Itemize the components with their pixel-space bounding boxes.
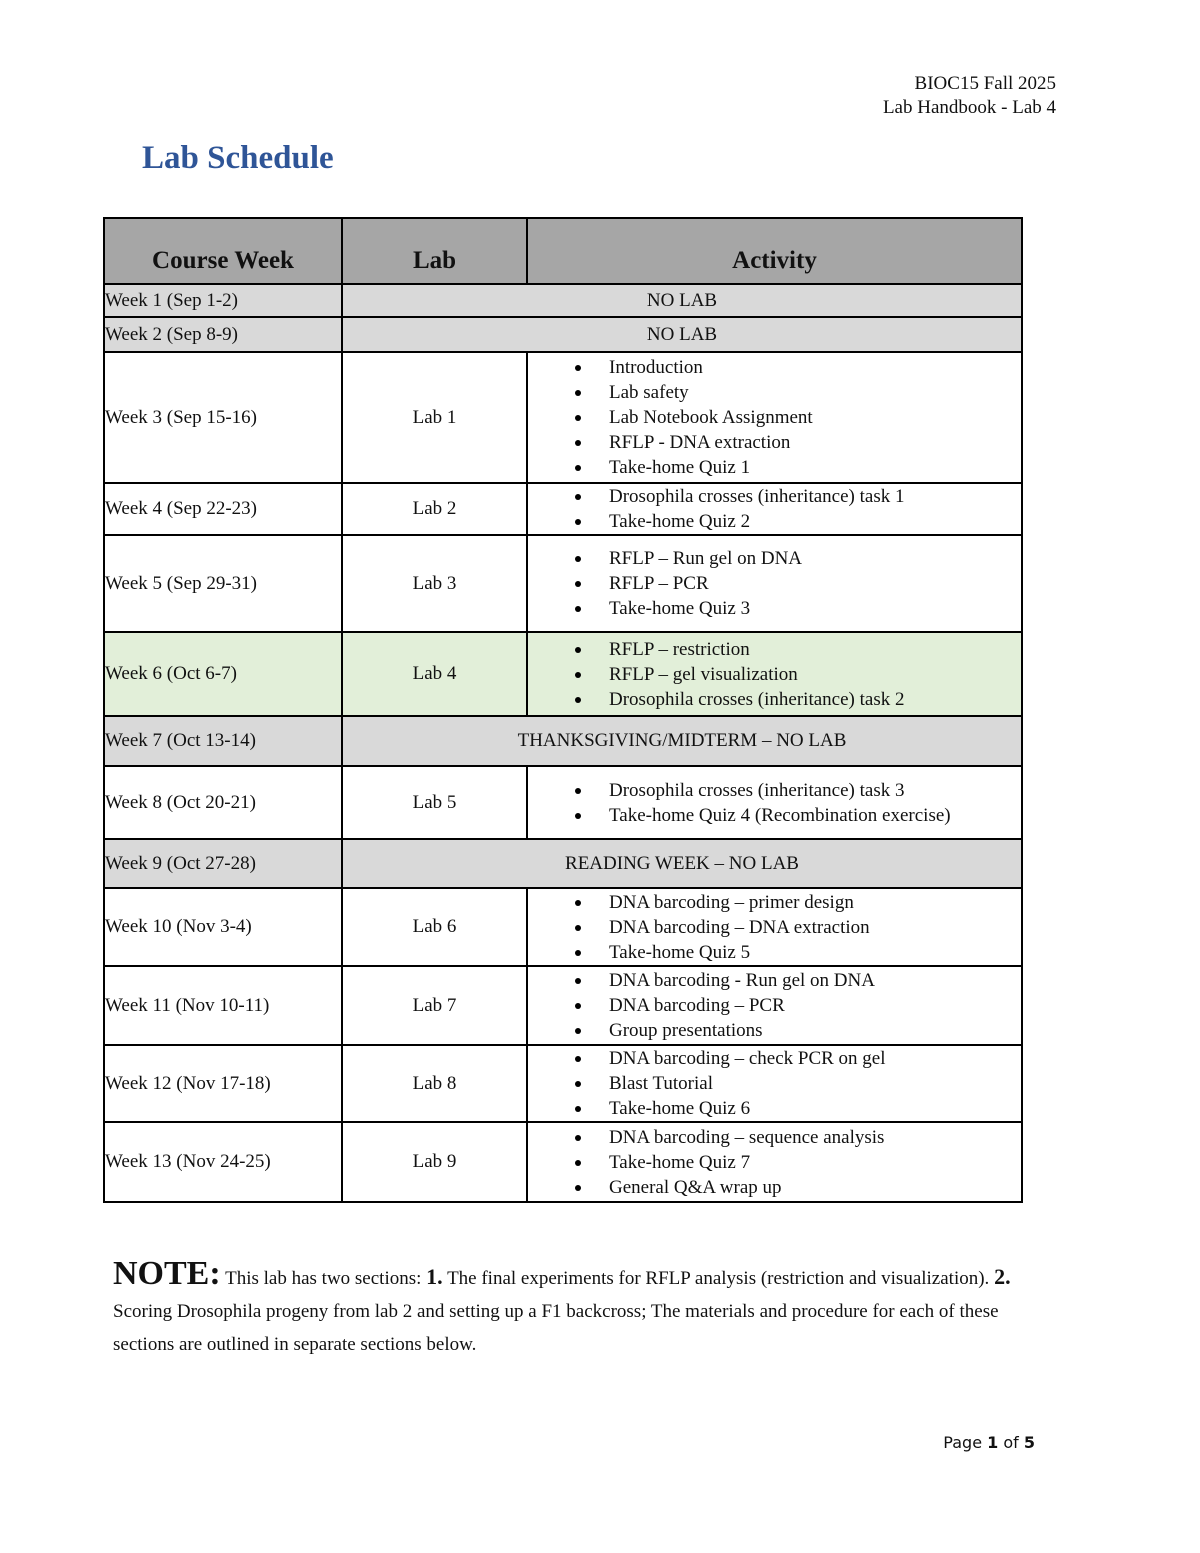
activity-list (528, 1125, 1021, 1200)
activity-item: Take-home Quiz 5 (528, 940, 1021, 965)
activity-item: Take-home Quiz 2 (528, 509, 1021, 534)
lab-cell: Lab 5 (342, 766, 527, 839)
course-week-cell: Week 11 (Nov 10-11) (104, 966, 342, 1045)
activity-list (528, 968, 1021, 1043)
activity-item: RFLP – Run gel on DNA (528, 546, 1021, 571)
activity-cell (527, 766, 1022, 839)
page-header (883, 72, 1056, 120)
activity-item: RFLP – PCR (528, 571, 1021, 596)
table-row (104, 632, 1022, 716)
course-label: BIOC15 Fall 2025 (914, 73, 1056, 94)
note-paragraph (113, 1257, 1053, 1361)
activity-item: DNA barcoding – PCR (528, 993, 1021, 1018)
activity-list (528, 637, 1021, 712)
activity-list (528, 890, 1021, 965)
table-row (104, 966, 1022, 1045)
course-week-cell: Week 9 (Oct 27-28) (104, 839, 342, 888)
course-week-cell: Week 12 (Nov 17-18) (104, 1045, 342, 1122)
activity-item: Drosophila crosses (inheritance) task 1 (528, 484, 1021, 509)
course-week-cell: Week 13 (Nov 24-25) (104, 1122, 342, 1202)
course-week-cell: Week 1 (Sep 1-2) (104, 284, 342, 317)
column-header-course-week: Course Week (104, 218, 342, 284)
no-lab-cell: THANKSGIVING/MIDTERM – NO LAB (342, 716, 1022, 766)
activity-item: RFLP – gel visualization (528, 662, 1021, 687)
activity-item: RFLP – restriction (528, 637, 1021, 662)
handbook-label: Lab Handbook - Lab 4 (882, 97, 1056, 118)
table-row (104, 483, 1022, 535)
schedule-body (104, 284, 1022, 1202)
note-number-1: 1. (426, 1264, 443, 1289)
activity-cell (527, 632, 1022, 716)
activity-item: Lab Notebook Assignment (528, 405, 1021, 430)
table-row (104, 1045, 1022, 1122)
activity-item: DNA barcoding – sequence analysis (528, 1125, 1021, 1150)
activity-cell (527, 352, 1022, 483)
activity-list (528, 546, 1021, 621)
schedule-table (103, 217, 1023, 1203)
column-header-lab: Lab (342, 218, 527, 284)
note-label: NOTE: (113, 1255, 221, 1292)
course-week-cell: Week 7 (Oct 13-14) (104, 716, 342, 766)
activity-item: Lab safety (528, 380, 1021, 405)
activity-item: DNA barcoding – DNA extraction (528, 915, 1021, 940)
page-word: Page (943, 1433, 988, 1452)
page-total: 5 (1023, 1433, 1035, 1452)
activity-item: General Q&A wrap up (528, 1175, 1021, 1200)
no-lab-cell: NO LAB (342, 284, 1022, 317)
activity-item: Take-home Quiz 3 (528, 596, 1021, 621)
activity-cell (527, 483, 1022, 535)
activity-item: Take-home Quiz 1 (528, 455, 1021, 480)
table-row (104, 535, 1022, 632)
activity-item: Drosophila crosses (inheritance) task 2 (528, 687, 1021, 712)
table-row (104, 766, 1022, 839)
page-number: 1 (987, 1433, 999, 1452)
course-week-cell: Week 5 (Sep 29-31) (104, 535, 342, 632)
activity-item: Drosophila crosses (inheritance) task 3 (528, 778, 1021, 803)
activity-cell (527, 888, 1022, 966)
activity-list (528, 484, 1021, 534)
activity-item: RFLP - DNA extraction (528, 430, 1021, 455)
activity-cell (527, 966, 1022, 1045)
page-footer (943, 1433, 1035, 1452)
table-row (104, 839, 1022, 888)
activity-item: DNA barcoding – check PCR on gel (528, 1046, 1021, 1071)
activity-cell (527, 535, 1022, 632)
column-header-activity: Activity (527, 218, 1022, 284)
course-week-cell: Week 3 (Sep 15-16) (104, 352, 342, 483)
lab-cell: Lab 8 (342, 1045, 527, 1122)
activity-item: Take-home Quiz 6 (528, 1096, 1021, 1121)
of-word: of (998, 1433, 1024, 1452)
activity-cell (527, 1045, 1022, 1122)
activity-item: Take-home Quiz 7 (528, 1150, 1021, 1175)
no-lab-cell: READING WEEK – NO LAB (342, 839, 1022, 888)
course-week-cell: Week 4 (Sep 22-23) (104, 483, 342, 535)
activity-item: Blast Tutorial (528, 1071, 1021, 1096)
activity-item: DNA barcoding – primer design (528, 890, 1021, 915)
lab-cell: Lab 9 (342, 1122, 527, 1202)
activity-list (528, 355, 1021, 480)
lab-cell: Lab 2 (342, 483, 527, 535)
table-row (104, 1122, 1022, 1202)
course-week-cell: Week 2 (Sep 8-9) (104, 317, 342, 352)
note-intro: This lab has two sections: (220, 1268, 427, 1289)
activity-item: Take-home Quiz 4 (Recombination exercise) (528, 803, 1021, 828)
activity-list (528, 1046, 1021, 1121)
activity-item: DNA barcoding - Run gel on DNA (528, 968, 1021, 993)
note-section-1: The final experiments for RFLP analysis (restriction and visualization). (442, 1268, 995, 1289)
activity-list (528, 778, 1021, 828)
lab-cell: Lab 4 (342, 632, 527, 716)
lab-cell: Lab 3 (342, 535, 527, 632)
lab-cell: Lab 1 (342, 352, 527, 483)
table-row (104, 284, 1022, 317)
lab-cell: Lab 6 (342, 888, 527, 966)
note-number-2: 2. (994, 1264, 1011, 1289)
course-week-cell: Week 6 (Oct 6-7) (104, 632, 342, 716)
activity-item: Introduction (528, 355, 1021, 380)
course-week-cell: Week 10 (Nov 3-4) (104, 888, 342, 966)
table-row (104, 888, 1022, 966)
course-week-cell: Week 8 (Oct 20-21) (104, 766, 342, 839)
note-section-2: Scoring Drosophila progeny from lab 2 and setting up a F1 backcross; The materials and procedure for each of these sections are outlined in separate sections below. (113, 1301, 999, 1355)
table-row (104, 716, 1022, 766)
lab-cell: Lab 7 (342, 966, 527, 1045)
table-row (104, 317, 1022, 352)
no-lab-cell: NO LAB (342, 317, 1022, 352)
table-header-row (104, 218, 1022, 284)
activity-item: Group presentations (528, 1018, 1021, 1043)
table-row (104, 352, 1022, 483)
page-title: Lab Schedule (142, 140, 334, 176)
activity-cell (527, 1122, 1022, 1202)
